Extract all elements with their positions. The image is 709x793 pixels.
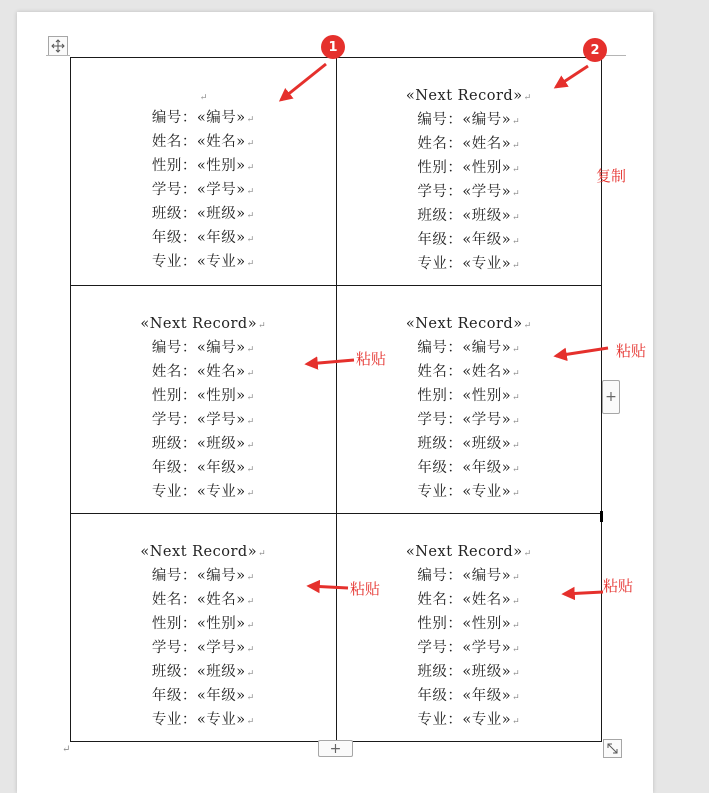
table-cell[interactable] [336,514,602,742]
merge-field-line [337,433,602,457]
paragraph-mark: ↵ [512,117,521,127]
table-cell[interactable] [71,58,337,286]
paste-annotation: 粘贴 [356,350,387,368]
paragraph-mark: ↵ [512,717,521,727]
merge-field-line-text: 学号：«学号» [417,412,512,428]
merge-field-line-text: 编号：«编号» [151,110,246,126]
merge-field-line [71,385,336,409]
label-table[interactable] [70,57,602,742]
paragraph-mark: ↵ [246,441,255,451]
merge-field-line [337,661,602,685]
next-record-field-text: «Next Record» [140,316,258,332]
merge-field-line [337,253,602,277]
paragraph-mark: ↵ [246,693,255,703]
merge-field-line [71,709,336,733]
merge-field-line-text: 学号：«学号» [151,182,246,198]
merge-field-line-text: 编号：«编号» [151,340,246,356]
merge-field-line-text: 年级：«年级» [417,688,512,704]
merge-field-line [337,181,602,205]
paragraph-mark: ↵ [512,669,521,679]
cell-content [71,313,336,505]
merge-field-line-text: 性别：«性别» [417,160,512,176]
paragraph-mark: ↵ [523,93,532,103]
paragraph-mark: ↵ [512,597,521,607]
paragraph-mark: ↵ [246,235,255,245]
paragraph-mark: ↵ [246,465,255,475]
merge-field-line-text: 专业：«专业» [417,256,512,272]
merge-field-line-text: 姓名：«姓名» [151,364,246,380]
merge-field-line-text: 姓名：«姓名» [417,136,512,152]
table-cell[interactable] [71,514,337,742]
paragraph-mark: ↵ [512,141,521,151]
merge-field-line [337,457,602,481]
merge-field-line-text: 专业：«专业» [417,484,512,500]
row-end-marker [600,511,603,522]
step-badge-1: 1 [321,35,345,59]
paragraph-mark: ↵ [246,369,255,379]
cell-content [71,85,336,275]
copy-annotation: 复制 [596,167,627,185]
merge-field-line [71,457,336,481]
add-column-button[interactable] [602,380,620,414]
merge-field-line [337,685,602,709]
merge-field-line [337,229,602,253]
merge-field-line-text: 性别：«性别» [151,388,246,404]
merge-field-line-text: 姓名：«姓名» [417,364,512,380]
next-record-field [337,313,602,337]
merge-field-line [337,133,602,157]
paragraph-mark: ↵ [512,261,521,271]
merge-field-line-text: 专业：«专业» [151,254,246,270]
cell-content [337,85,602,277]
paragraph-mark: ↵ [246,621,255,631]
paragraph-mark: ↵ [246,163,255,173]
table-cell[interactable] [71,286,337,514]
paragraph-mark: ↵ [512,645,521,655]
merge-field-line-text: 专业：«专业» [417,712,512,728]
merge-field-line-text: 班级：«班级» [417,664,512,680]
merge-field-line-text: 学号：«学号» [417,640,512,656]
next-record-field-text: «Next Record» [405,544,523,560]
merge-field-line-text: 编号：«编号» [151,568,246,584]
paragraph-mark: ↵ [199,93,208,103]
paragraph-mark: ↵ [512,237,521,247]
merge-field-line [337,385,602,409]
merge-field-line [71,107,336,131]
merge-field-line [71,637,336,661]
margin-corner-mark [46,55,70,56]
paste-annotation: 粘贴 [616,342,647,360]
next-record-field [71,541,336,565]
paragraph-mark: ↵ [258,549,267,559]
merge-field-line [71,565,336,589]
merge-field-line-text: 编号：«编号» [417,568,512,584]
merge-field-line-text: 年级：«年级» [151,230,246,246]
merge-field-line [337,205,602,229]
paragraph-mark: ↵ [512,441,521,451]
merge-field-line-text: 专业：«专业» [151,712,246,728]
paragraph-mark: ↵ [512,213,521,223]
merge-field-line-text: 编号：«编号» [417,340,512,356]
paragraph-mark: ↵ [246,717,255,727]
merge-field-line-text: 班级：«班级» [151,436,246,452]
merge-field-line-text: 班级：«班级» [417,436,512,452]
next-record-field-text: «Next Record» [140,544,258,560]
paragraph-mark: ↵ [246,597,255,607]
paragraph-mark: ↵ [512,189,521,199]
table-resize-handle[interactable] [603,739,622,758]
merge-field-line [337,157,602,181]
merge-field-line-text: 姓名：«姓名» [417,592,512,608]
merge-field-line-text: 班级：«班级» [151,664,246,680]
paragraph-mark: ↵ [246,139,255,149]
plus-icon: + [605,389,617,405]
paragraph-mark: ↵ [512,393,521,403]
cell-content [337,541,602,733]
merge-field-line [71,481,336,505]
merge-field-line [71,251,336,275]
merge-field-line-text: 学号：«学号» [417,184,512,200]
merge-field-line [337,709,602,733]
cell-content [337,313,602,505]
merge-field-line [71,589,336,613]
merge-field-line-text: 学号：«学号» [151,640,246,656]
plus-icon: + [329,740,342,757]
paragraph-mark: ↵ [246,345,255,355]
paragraph-mark: ↵ [512,489,521,499]
merge-field-line-text: 班级：«班级» [151,206,246,222]
paragraph-mark: ↵ [523,549,532,559]
merge-field-line [71,155,336,179]
next-record-field-text: «Next Record» [405,88,523,104]
merge-field-line-text: 性别：«性别» [417,388,512,404]
merge-field-line-text: 性别：«性别» [417,616,512,632]
merge-field-line [337,637,602,661]
merge-field-line [71,337,336,361]
paragraph-mark: ↵ [512,345,521,355]
paragraph-mark: ↵ [246,211,255,221]
merge-field-line-text: 性别：«性别» [151,158,246,174]
empty-line [71,85,336,107]
table-cell[interactable] [336,58,602,286]
merge-field-line-text: 编号：«编号» [417,112,512,128]
next-record-field [337,85,602,109]
paragraph-mark: ↵ [512,369,521,379]
merge-field-line-text: 性别：«性别» [151,616,246,632]
step-badge-2: 2 [583,38,607,62]
paste-annotation: 粘贴 [603,577,634,595]
merge-field-line-text: 姓名：«姓名» [151,134,246,150]
paragraph-mark: ↵ [512,693,521,703]
paragraph-mark: ↵ [246,259,255,269]
merge-field-line [71,661,336,685]
paste-annotation: 粘贴 [350,580,381,598]
merge-field-line [71,203,336,227]
resize-icon [604,740,621,757]
merge-field-line [71,685,336,709]
merge-field-line-text: 年级：«年级» [417,232,512,248]
paragraph-mark: ↵ [512,621,521,631]
next-record-field-text: «Next Record» [405,316,523,332]
table-move-handle[interactable] [48,36,68,56]
paragraph-mark: ↵ [246,187,255,197]
merge-field-line [71,131,336,155]
paragraph-mark: ↵ [512,465,521,475]
paragraph-mark: ↵ [523,321,532,331]
paragraph-mark: ↵ [512,573,521,583]
paragraph-mark: ↵ [258,321,267,331]
paragraph-mark: ↵ [246,669,255,679]
cell-content [71,541,336,733]
merge-field-line [337,409,602,433]
next-record-field [71,313,336,337]
paragraph-mark: ↵ [246,417,255,427]
merge-field-line [337,613,602,637]
merge-field-line-text: 姓名：«姓名» [151,592,246,608]
move-icon [51,39,65,53]
merge-field-line [71,613,336,637]
merge-field-line-text: 年级：«年级» [151,688,246,704]
paragraph-mark: ↵ [62,744,71,755]
merge-field-line-text: 专业：«专业» [151,484,246,500]
merge-field-line [71,227,336,251]
paragraph-mark: ↵ [512,417,521,427]
next-record-field [337,541,602,565]
paragraph-mark: ↵ [246,573,255,583]
paragraph-mark: ↵ [246,645,255,655]
paragraph-mark: ↵ [246,489,255,499]
paragraph-mark: ↵ [246,115,255,125]
paragraph-mark: ↵ [512,165,521,175]
merge-field-line-text: 学号：«学号» [151,412,246,428]
merge-field-line [71,361,336,385]
merge-field-line-text: 年级：«年级» [151,460,246,476]
merge-field-line [337,481,602,505]
merge-field-line [71,433,336,457]
add-row-button[interactable] [318,740,353,757]
paragraph-mark: ↵ [246,393,255,403]
table-cell[interactable] [336,286,602,514]
merge-field-line [337,109,602,133]
merge-field-line-text: 年级：«年级» [417,460,512,476]
merge-field-line [71,179,336,203]
merge-field-line [71,409,336,433]
merge-field-line-text: 班级：«班级» [417,208,512,224]
